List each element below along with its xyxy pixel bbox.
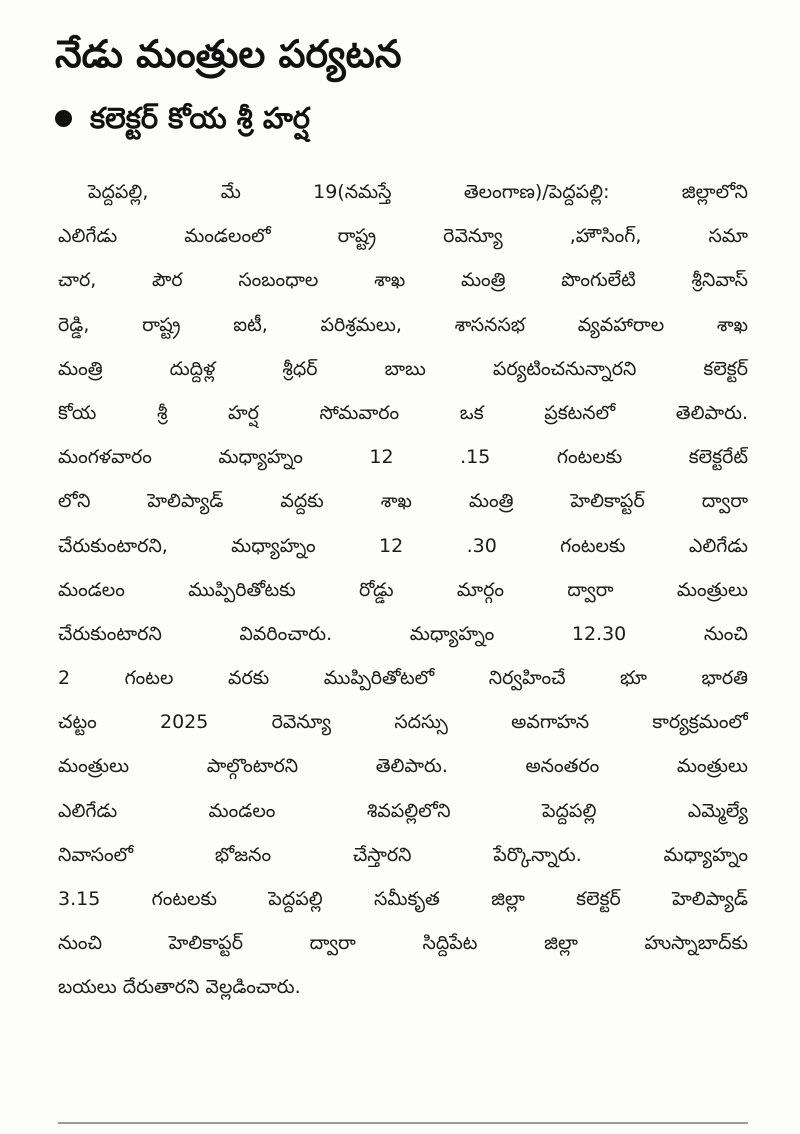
bottom-divider xyxy=(58,1122,748,1124)
body-line: 3.15 గంటలకు పెద్దపల్లి సమీకృత జిల్లా కలెక్టర్ హెలిప్యాడ్ xyxy=(58,888,748,910)
body-line: నుంచి హెలికాప్టర్ ద్వారా సిద్దిపేట జిల్లా హుస్నాబాద్‌కు xyxy=(58,932,748,955)
body-line: బయలు దేరుతారని వెల్లడించారు. xyxy=(58,976,301,999)
body-line: ఎలిగేడు మండలం శివపల్లిలోని పెద్దపల్లి ఎమ్మెల్యే xyxy=(58,799,748,822)
body-line: రెడ్డి, రాష్ట్ర ఐటీ, పరిశ్రమలు, శాసనసభ వ్యవహారాల శాఖ xyxy=(58,313,748,336)
headline: నేడు మంత్రుల పర్యటన xyxy=(55,32,402,76)
body-line: చేరుకుంటారని వివరించారు. మధ్యాహ్నం 12.30 నుంచి xyxy=(58,622,748,645)
body-line: మంత్రి దుద్దిళ్ల శ్రీధర్ బాబు పర్యటించనున్నారని కలెక్టర్ xyxy=(58,357,748,380)
body-line: 2 గంటల వరకు ముప్పిరితోటలో నిర్వహించే భూ భారతి xyxy=(58,667,748,690)
body-line: నివాసంలో భోజనం చేస్తారని పేర్కొన్నారు. మధ్యాహ్నం xyxy=(58,843,748,866)
body-line: చట్టం 2025 రెవెన్యూ సదస్సు అవగాహన కార్యక్రమంలో xyxy=(58,711,748,734)
body-line: ఎలిగేడు మండలంలో రాష్ట్ర రెవెన్యూ ,హౌసింగ్, సమా xyxy=(58,225,748,248)
bullet-icon xyxy=(55,110,72,127)
subheadline-text: కలెక్టర్ కోయ శ్రీ హర్ష xyxy=(90,101,310,135)
subheadline xyxy=(55,90,310,146)
body-line: పెద్దపల్లి, మే 19(నమస్తే తెలంగాణ)/పెద్దపల్లి: జిల్లాలోని xyxy=(88,181,748,203)
body-line: మంగళవారం మధ్యాహ్నం 12 .15 గంటలకు కలెక్టరేట్ xyxy=(58,446,748,469)
body-line: లోని హెలిప్యాడ్ వద్దకు శాఖ మంత్రి హెలికాప్టర్ ద్వారా xyxy=(58,490,748,513)
body-line: మంత్రులు పాల్గొంటారని తెలిపారు. అనంతరం మంత్రులు xyxy=(58,755,748,778)
article-body xyxy=(58,170,748,1010)
body-line: చార, పౌర సంబంధాల శాఖ మంత్రి పొంగులేటి శ్రీనివాస్ xyxy=(58,269,748,292)
body-line: కోయ శ్రీ హర్ష సోమవారం ఒక ప్రకటనలో తెలిపారు. xyxy=(58,401,748,424)
body-line: చేరుకుంటారని, మధ్యాహ్నం 12 .30 గంటలకు ఎలిగేడు xyxy=(58,534,748,557)
body-line: మండలం ముప్పిరితోటకు రోడ్డు మార్గం ద్వారా మంత్రులు xyxy=(58,578,748,601)
